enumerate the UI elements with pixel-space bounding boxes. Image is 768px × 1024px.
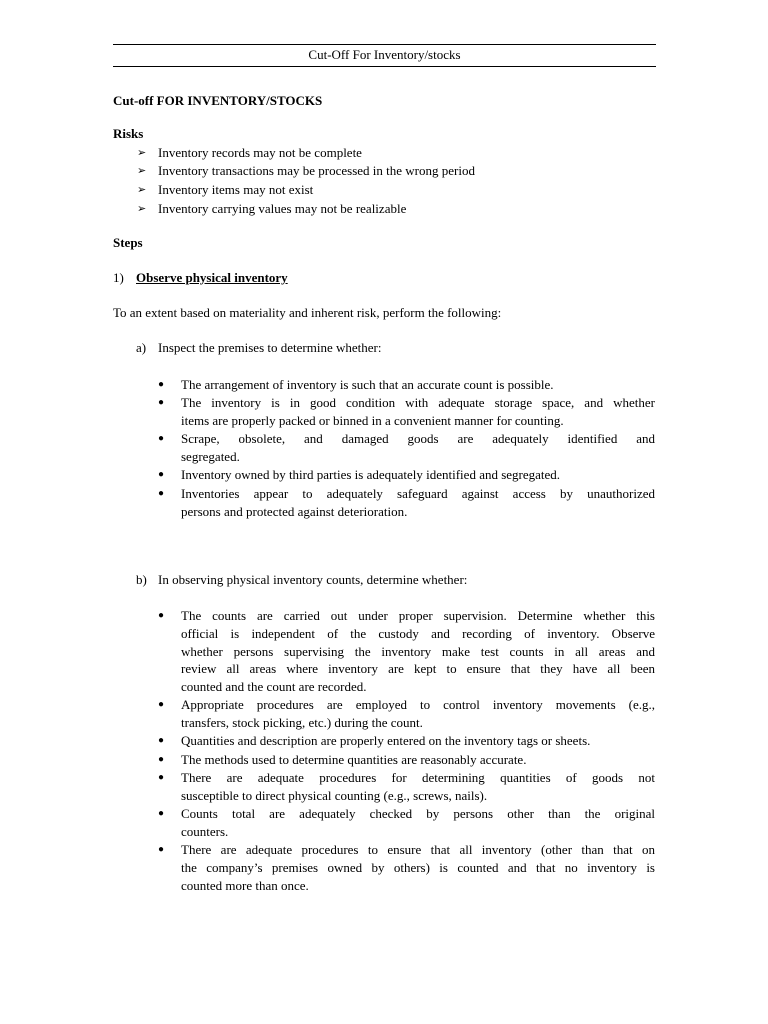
arrow-bullet-icon: ➢ bbox=[137, 147, 147, 159]
step-intro: To an extent based on materiality and inherent risk, perform the following: bbox=[113, 305, 502, 320]
arrow-bullet-icon: ➢ bbox=[137, 203, 147, 215]
arrow-bullet-icon: ➢ bbox=[137, 184, 147, 196]
bullet-icon: ● bbox=[158, 808, 165, 819]
list-item: Scrape, obsolete, and damaged goods are adequately identified and segregated. bbox=[181, 431, 655, 464]
list-item: Appropriate procedures are employed to control inventory movements (e.g., transfers, stock picking, etc.) during the count. bbox=[181, 697, 655, 730]
list-item: Counts total are adequately checked by persons other than the original counters. bbox=[181, 806, 655, 839]
risk-item: Inventory records may not be complete bbox=[158, 145, 362, 160]
list-item: Quantities and description are properly entered on the inventory tags or sheets. bbox=[181, 733, 591, 748]
bullet-icon: ● bbox=[158, 610, 165, 621]
list-item: There are adequate procedures to ensure that all inventory (other than that on the company’s premises owned by others) is counted and that no inventory is counted more than once. bbox=[181, 842, 655, 893]
substep-a-lead: Inspect the premises to determine whether: bbox=[158, 340, 382, 355]
bullet-icon: ● bbox=[158, 469, 165, 480]
header-rule-bottom bbox=[113, 66, 656, 67]
list-item: The arrangement of inventory is such that an accurate count is possible. bbox=[181, 377, 554, 392]
list-item: There are adequate procedures for determining quantities of goods not susceptible to direct physical counting (e.g., screws, nails). bbox=[181, 770, 655, 803]
list-item: Inventory owned by third parties is adequately identified and segregated. bbox=[181, 467, 561, 482]
header-rule-top bbox=[113, 44, 656, 45]
substep-b-lead: In observing physical inventory counts, determine whether: bbox=[158, 572, 468, 587]
list-item: The counts are carried out under proper supervision. Determine whether this official is independent of the custody and recording of inventory. Observe whether persons supervising the inventory make test counts in all areas and review all areas where inventory are kept to ensure that they have all been counted and the count are recorded. bbox=[181, 608, 655, 695]
bullet-icon: ● bbox=[158, 754, 165, 765]
bullet-icon: ● bbox=[158, 844, 165, 855]
steps-label: Steps bbox=[113, 235, 143, 250]
substep-b-marker: b) bbox=[136, 572, 147, 587]
bullet-icon: ● bbox=[158, 433, 165, 444]
step-number: 1) bbox=[113, 270, 124, 285]
bullet-icon: ● bbox=[158, 772, 165, 783]
risk-item: Inventory items may not exist bbox=[158, 182, 314, 197]
risk-item: Inventory transactions may be processed in the wrong period bbox=[158, 163, 475, 178]
substep-a-marker: a) bbox=[136, 340, 147, 355]
running-header: Cut-Off For Inventory/stocks bbox=[308, 47, 461, 62]
step-title: Observe physical inventory bbox=[136, 270, 288, 285]
bullet-icon: ● bbox=[158, 699, 165, 710]
risk-item: Inventory carrying values may not be realizable bbox=[158, 201, 407, 216]
bullet-icon: ● bbox=[158, 397, 165, 408]
bullet-icon: ● bbox=[158, 379, 165, 390]
document-heading: Cut-off FOR INVENTORY/STOCKS bbox=[113, 93, 323, 108]
arrow-bullet-icon: ➢ bbox=[137, 165, 147, 177]
list-item: The inventory is in good condition with adequate storage space, and whether items are properly packed or binned in a convenient manner for counting. bbox=[181, 395, 655, 428]
list-item: Inventories appear to adequately safeguard against access by unauthorized persons and protected against deterioration. bbox=[181, 486, 655, 519]
bullet-icon: ● bbox=[158, 735, 165, 746]
risks-label: Risks bbox=[113, 126, 144, 141]
bullet-icon: ● bbox=[158, 488, 165, 499]
list-item: The methods used to determine quantities are reasonably accurate. bbox=[181, 752, 527, 767]
